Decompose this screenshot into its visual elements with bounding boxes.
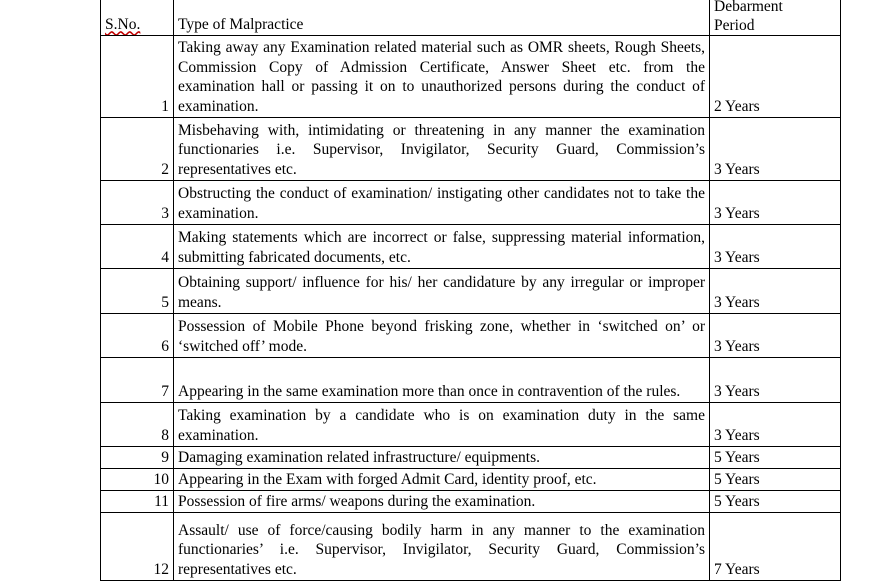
row-sno: 4 xyxy=(101,225,174,269)
table-row xyxy=(101,469,841,491)
row-malpractice: Obtaining support/ influence for his/ her candidature by any irregular or improper means. xyxy=(174,269,710,314)
row-malpractice: Taking examination by a candidate who is on examination duty in the same examination. xyxy=(174,403,710,447)
row-malpractice: Taking away any Examination related material such as OMR sheets, Rough Sheets, Commission Copy of Admission Certificate, Answer Sheet etc. from the examination hall or passing it on to unauthorized persons during the conduct of examination. xyxy=(174,36,710,118)
row-sno: 9 xyxy=(101,447,174,469)
table-row xyxy=(101,314,841,358)
row-sno: 11 xyxy=(101,491,174,513)
table-row xyxy=(101,447,841,469)
row-malpractice: Appearing in the Exam with forged Admit Card, identity proof, etc. xyxy=(174,469,710,491)
row-sno: 10 xyxy=(101,469,174,491)
malpractice-table xyxy=(100,0,841,581)
row-malpractice: Damaging examination related infrastructure/ equipments. xyxy=(174,447,710,469)
row-malpractice: Making statements which are incorrect or false, suppressing material information, submitting fabricated documents, etc. xyxy=(174,225,710,269)
row-period: 3 Years xyxy=(710,269,841,314)
table-header-row xyxy=(101,0,841,36)
row-period: 3 Years xyxy=(710,358,841,403)
row-period: 5 Years xyxy=(710,469,841,491)
table-row xyxy=(101,403,841,447)
row-period: 7 Years xyxy=(710,513,841,581)
header-type-of-malpractice: Type of Malpractice xyxy=(174,0,710,36)
row-sno: 5 xyxy=(101,269,174,314)
row-period: 2 Years xyxy=(710,36,841,118)
header-period-line2: Period xyxy=(714,17,755,34)
table-row xyxy=(101,269,841,314)
row-malpractice: Appearing in the same examination more than once in contravention of the rules. xyxy=(174,358,710,403)
row-sno: 7 xyxy=(101,358,174,403)
table-row xyxy=(101,491,841,513)
row-malpractice: Misbehaving with, intimidating or threatening in any manner the examination functionaries i.e. Supervisor, Invigilator, Security Guard, Commission’s representatives etc. xyxy=(174,118,710,181)
row-malpractice: Possession of Mobile Phone beyond frisking zone, whether in ‘switched on’ or ‘switched off’ mode. xyxy=(174,314,710,358)
row-sno: 8 xyxy=(101,403,174,447)
row-sno: 3 xyxy=(101,181,174,225)
header-sno: S.No. xyxy=(101,0,174,36)
table-row xyxy=(101,118,841,181)
table-row xyxy=(101,225,841,269)
header-debarment-period xyxy=(710,0,841,36)
table-row xyxy=(101,358,841,403)
table-row xyxy=(101,181,841,225)
row-malpractice: Obstructing the conduct of examination/ instigating other candidates not to take the examination. xyxy=(174,181,710,225)
table-row xyxy=(101,513,841,581)
row-sno: 1 xyxy=(101,36,174,118)
table-row xyxy=(101,36,841,118)
row-period: 5 Years xyxy=(710,447,841,469)
row-period: 3 Years xyxy=(710,181,841,225)
row-period: 3 Years xyxy=(710,314,841,358)
row-period: 5 Years xyxy=(710,491,841,513)
row-malpractice: Assault/ use of force/causing bodily harm in any manner to the examination functionaries’ i.e. Supervisor, Invigilator, Security Guard, Commission’s representatives etc. xyxy=(174,513,710,581)
row-sno: 6 xyxy=(101,314,174,358)
row-malpractice: Possession of fire arms/ weapons during the examination. xyxy=(174,491,710,513)
header-period-line1: Debarment xyxy=(714,0,783,15)
row-period: 3 Years xyxy=(710,118,841,181)
row-period: 3 Years xyxy=(710,403,841,447)
row-sno: 12 xyxy=(101,513,174,581)
row-period: 3 Years xyxy=(710,225,841,269)
row-sno: 2 xyxy=(101,118,174,181)
